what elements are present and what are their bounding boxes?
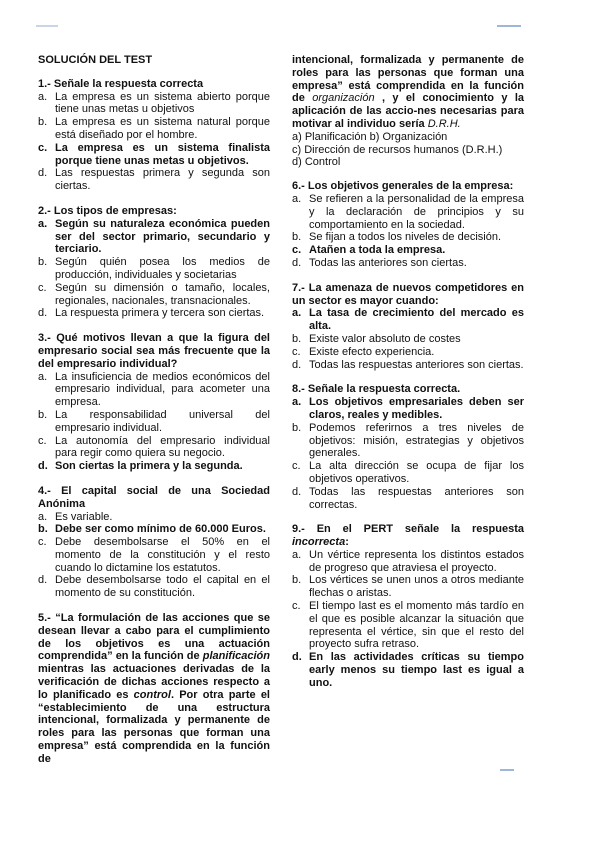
option-letter: b. <box>292 231 302 244</box>
option-text: Según su naturaleza económica pueden ser del sector primario, secundario y terciario. <box>55 217 270 256</box>
question-3 <box>38 332 270 473</box>
answer-option <box>38 511 270 524</box>
question-text: 5.- “La formulación de las acciones que se desean llevar a cabo para el cumplimiento de los objetivos es una actuación comprendida” en la función de <box>38 612 270 663</box>
option-text: Todas las respuestas anteriores son ciertas. <box>309 358 524 371</box>
option-text: En las actividades críticas su tiempo early menos su tiempo last es igual a uno. <box>309 651 524 689</box>
question-text: mientras las actuaciones derivadas de la verificación de dichas acciones respecto a lo planificado es <box>38 663 270 701</box>
answer-option: a) Planificación b) Organización <box>292 130 448 143</box>
option-text: La alta dirección se ocupa de fijar los objetivos operativos. <box>309 460 524 485</box>
option-letter: c. <box>38 281 47 294</box>
question-text: , y el conocimiento y la aplicación de las accio-nes necesarias para motivar al individuo sería <box>292 92 524 130</box>
scan-mark <box>36 25 58 27</box>
option-letter: c. <box>292 460 301 473</box>
question-7 <box>292 282 524 372</box>
option-letter: a. <box>38 510 48 523</box>
option-text: Debe ser como mínimo de 60.000 Euros. <box>55 523 266 536</box>
question-6 <box>292 180 524 270</box>
answer-option-correct <box>292 244 524 257</box>
question-4 <box>38 485 270 600</box>
answer-option <box>292 346 524 359</box>
option-text: Según quién posea los medios de producción, individuales y societarias <box>55 256 270 281</box>
option-text: Existe efecto experiencia. <box>309 345 435 358</box>
option-letter: d. <box>38 307 48 320</box>
option-letter: a. <box>292 307 302 320</box>
option-text: Los objetivos empresariales deben ser claros, reales y medibles. <box>309 396 524 421</box>
option-letter: c. <box>292 600 301 613</box>
question-title: 7.- La amenaza de nuevos competidores en un sector es mayor cuando: <box>292 281 524 307</box>
answer-option <box>38 167 270 193</box>
italic-answer: incorrecta <box>292 536 346 549</box>
answer-option <box>38 435 270 461</box>
option-text: La empresa es un sistema natural porque está diseñado por el hombre. <box>55 116 270 141</box>
answer-option-correct <box>38 523 270 536</box>
question-title <box>292 523 524 549</box>
question-5-continued <box>292 54 524 169</box>
answer-option <box>292 422 524 460</box>
option-text: Todas las respuestas anteriores son correctas. <box>309 485 524 511</box>
option-letter: b. <box>292 332 302 345</box>
answer-option-correct <box>38 218 270 256</box>
scan-mark <box>497 25 521 27</box>
option-letter: d. <box>292 485 302 498</box>
option-letter: a. <box>38 217 48 230</box>
question-9 <box>292 523 524 689</box>
option-letter: c. <box>38 141 48 154</box>
answer-option <box>292 486 524 512</box>
option-letter: c. <box>38 434 47 447</box>
option-text: La empresa es un sistema abierto porque tiene unas metas u objetivos <box>55 90 270 116</box>
option-letter: a. <box>38 370 48 383</box>
answer-option-correct <box>38 142 270 168</box>
option-text: Se fijan a todos los niveles de decisión. <box>309 231 502 244</box>
option-text: Debe desembolsarse todo el capital en el momento de su constitución. <box>55 574 270 600</box>
question-8 <box>292 383 524 511</box>
answer-option <box>292 574 524 600</box>
option-text: Atañen a toda la empresa. <box>309 244 446 257</box>
italic-answer: D.R.H. <box>427 117 461 130</box>
option-text: La autonomía del empresario individual para regir como quiera su negocio. <box>55 434 270 460</box>
answer-option <box>38 91 270 117</box>
option-letter: c. <box>38 536 47 549</box>
option-letter: d. <box>38 460 48 473</box>
option-text: Es variable. <box>55 510 113 523</box>
option-letter: d. <box>292 256 302 269</box>
italic-answer: control <box>133 688 171 701</box>
question-5 <box>38 612 270 766</box>
answer-option <box>38 307 270 320</box>
scan-mark <box>500 769 514 771</box>
answer-option <box>38 116 270 142</box>
option-text: Son ciertas la primera y la segunda. <box>55 460 243 473</box>
answer-option: d) Control <box>292 156 341 169</box>
option-letter: d. <box>292 651 302 664</box>
question-text: : <box>345 536 349 549</box>
left-column <box>38 54 270 766</box>
option-text: El tiempo last es el momento más tardío en el que es posible alcanzar la situación que representa el vértice, sin que el resto del proyecto sufra retraso. <box>309 600 524 651</box>
answer-option <box>292 333 524 346</box>
option-text: La responsabilidad universal del empresario individual. <box>55 408 270 434</box>
option-letter: d. <box>38 574 48 587</box>
answer-option: c) Dirección de recursos humanos (D.R.H.) <box>292 143 503 156</box>
option-text: La empresa es un sistema finalista porque tiene unas metas u objetivos. <box>55 141 270 167</box>
option-letter: b. <box>38 523 48 536</box>
right-column <box>292 54 524 702</box>
option-letter: c. <box>292 244 302 257</box>
question-title: 8.- Señale la respuesta correcta. <box>292 383 461 396</box>
answer-option <box>292 600 524 651</box>
question-title: 4.- El capital social de una Sociedad Anónima <box>38 484 270 510</box>
question-title: 3.- Qué motivos llevan a que la figura del empresario social sea más frecuente que la del empresario individual? <box>38 332 270 370</box>
option-letter: d. <box>38 167 48 180</box>
answer-option <box>292 231 524 244</box>
option-text: Existe valor absoluto de costes <box>309 332 461 345</box>
option-text: Un vértice representa los distintos estados de progreso que atraviesa el proyecto. <box>309 548 524 574</box>
answer-option <box>38 282 270 308</box>
option-letter: c. <box>292 345 301 358</box>
question-title: intencional, formalizada y permanente de roles para las personas que forman una empresa” está comprendida en la función de organización , y el conocimiento y la aplicación de las accio-nes necesarias para motivar al individuo sería D.R.H. <box>292 54 524 130</box>
option-letter: d. <box>292 358 302 371</box>
option-text: La tasa de crecimiento del mercado es alta. <box>309 307 524 333</box>
option-letter: a. <box>292 548 302 561</box>
italic-answer: organización <box>312 92 375 105</box>
option-text: Podemos referirnos a tres niveles de objetivos: misión, estrategias y objetivos generales. <box>309 421 524 460</box>
answer-option <box>292 359 524 372</box>
answer-option <box>38 536 270 574</box>
answer-option-correct <box>292 651 524 689</box>
option-letter: b. <box>292 421 302 434</box>
question-title <box>38 612 270 766</box>
option-text: La respuesta primera y tercera son ciertas. <box>55 307 265 320</box>
question-2 <box>38 205 270 320</box>
option-letter: b. <box>292 574 302 587</box>
option-letter: a. <box>292 192 302 205</box>
option-text: Los vértices se unen unos a otros mediante flechas o aristas. <box>309 574 524 600</box>
option-letter: b. <box>38 256 48 269</box>
question-title: 6.- Los objetivos generales de la empresa: <box>292 180 514 193</box>
option-letter: b. <box>38 116 48 129</box>
answer-option <box>292 460 524 486</box>
answer-option <box>38 409 270 435</box>
answer-option-correct <box>38 460 270 473</box>
question-text: . Por otra parte el “establecimiento de una estructura intencional, formalizada y permanente de roles para las personas que forman una empresa” está comprendida en la función de <box>38 688 270 765</box>
option-letter: b. <box>38 408 48 421</box>
option-text: Todas las anteriores son ciertas. <box>309 256 467 269</box>
option-text: Las respuestas primera y segunda son ciertas. <box>55 167 270 193</box>
answer-option <box>38 371 270 409</box>
answer-option-correct <box>292 396 524 422</box>
answer-option-correct <box>292 307 524 333</box>
answer-option <box>292 193 524 231</box>
question-title: 1.- Señale la respuesta correcta <box>38 77 204 90</box>
answer-option <box>38 256 270 282</box>
answer-option <box>292 549 524 575</box>
answer-option <box>38 574 270 600</box>
document-heading: SOLUCIÓN DEL TEST <box>38 54 153 66</box>
option-text: Según su dimensión o tamaño, locales, regionales, nacionales, transnacionales. <box>55 281 270 307</box>
option-text: Se refieren a la personalidad de la empresa y la declaración de principios y su comportamiento en la sociedad. <box>309 192 524 231</box>
option-text: Debe desembolsarse el 50% en el momento de la constitución y el resto cuando lo dictamine los estatutos. <box>55 536 270 574</box>
question-1 <box>38 78 270 193</box>
question-title: 2.- Los tipos de empresas: <box>38 204 177 217</box>
option-letter: a. <box>292 396 302 409</box>
question-text: 9.- En el PERT señale la respuesta <box>292 523 524 536</box>
italic-answer: planificación <box>202 650 270 663</box>
option-letter: a. <box>38 90 48 103</box>
answer-option <box>292 257 524 270</box>
option-text: La insuficiencia de medios económicos del empresario individual, para acometer una empresa. <box>55 370 270 409</box>
